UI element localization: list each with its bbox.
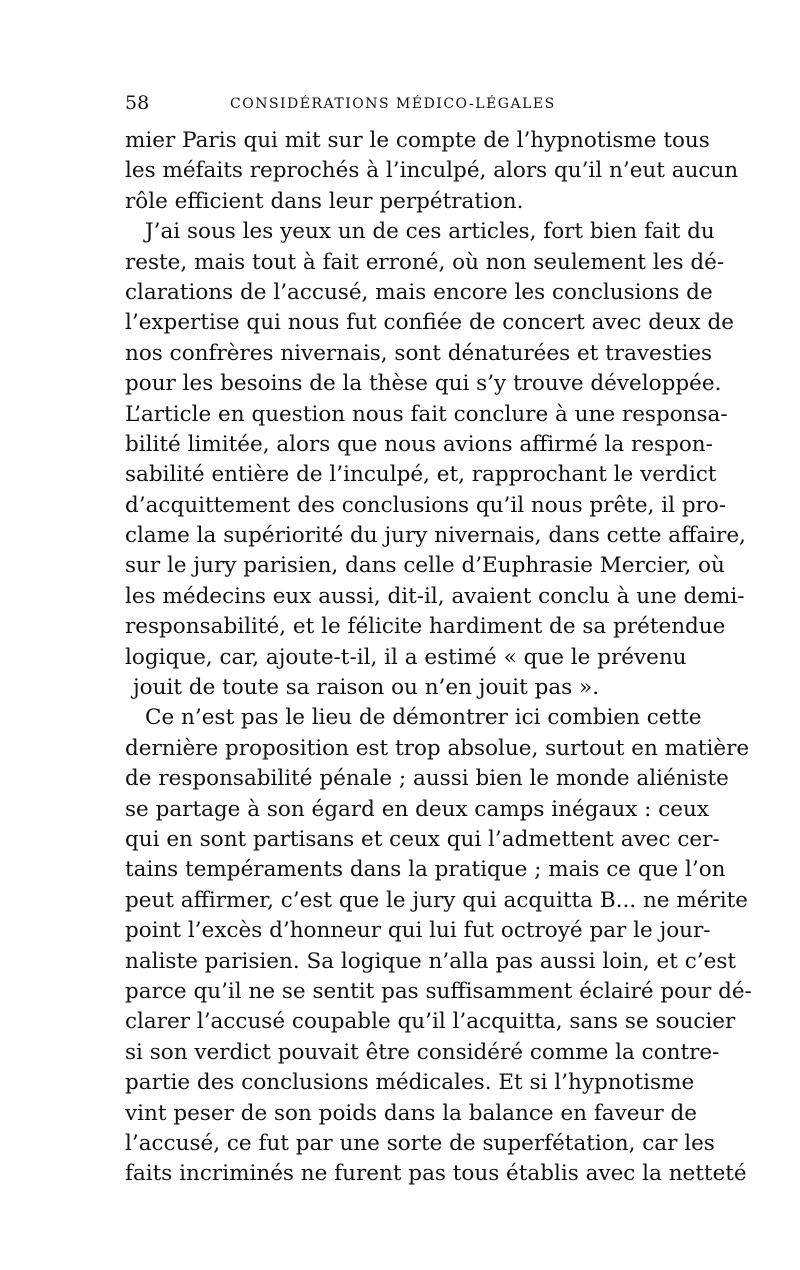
text-line: d’acquittement des conclusions qu’il nous prête, il pro- xyxy=(125,492,727,518)
text-line: clarations de l’accusé, mais encore les conclusions de xyxy=(125,279,713,305)
text-line: sabilité entière de l’inculpé, et, rapprochant le verdict xyxy=(125,462,717,488)
text-line: responsabilité, et le félicite hardiment de sa prétendue xyxy=(125,614,726,640)
text-line: dernière proposition est trop absolue, surtout en matière xyxy=(125,735,750,761)
paragraph-first-line: Ce n’est pas le lieu de démontrer ici combien cette xyxy=(145,705,702,731)
text-line: reste, mais tout à fait erroné, où non seulement les dé- xyxy=(125,249,725,275)
page-number: 58 xyxy=(125,92,150,114)
text-line: parce qu’il ne se sentit pas suffisamment éclairé pour dé- xyxy=(125,978,752,1004)
text-line: tains tempéraments dans la pratique ; mais ce que l’on xyxy=(125,857,726,883)
text-line: vint peser de son poids dans la balance en faveur de xyxy=(125,1100,697,1126)
text-line: L’article en question nous fait conclure à une responsa- xyxy=(125,401,728,427)
text-line: les médecins eux aussi, dit-il, avaient conclu à une demi- xyxy=(125,583,745,609)
text-line: se partage à son égard en deux camps inégaux : ceux xyxy=(125,796,709,822)
paragraph-first-line: J’ai sous les yeux un de ces articles, fort bien fait du xyxy=(145,219,715,245)
text-line: de responsabilité pénale ; aussi bien le monde aliéniste xyxy=(125,766,729,792)
text-line: sur le jury parisien, dans celle d’Euphrasie Mercier, où xyxy=(125,553,725,579)
text-line: partie des conclusions médicales. Et si l’hypnotisme xyxy=(125,1070,695,1096)
text-line: point l’excès d’honneur qui lui fut octroyé par le jour- xyxy=(125,918,711,944)
text-line: logique, car, ajoute-t-il, il a estimé « que le prévenu xyxy=(125,644,687,670)
running-head xyxy=(125,92,685,118)
text-line: bilité limitée, alors que nous avions affirmé la respon- xyxy=(125,431,713,457)
text-line: nos confrères nivernais, sont dénaturées et travesties xyxy=(125,340,713,366)
text-line: clame la supériorité du jury nivernais, dans cette affaire, xyxy=(125,523,746,549)
text-line: clarer l’accusé coupable qu’il l’acquitta, sans se soucier xyxy=(125,1009,736,1035)
text-line: mier Paris qui mit sur le compte de l’hypnotisme tous xyxy=(125,128,710,153)
text-line: les méfaits reprochés à l’inculpé, alors qu’il n’eut aucun xyxy=(125,158,739,184)
text-line: faits incriminés ne furent pas tous établis avec la netteté xyxy=(125,1161,747,1187)
text-line: l’accusé, ce fut par une sorte de superfétation, car les xyxy=(125,1130,715,1156)
text-line: si son verdict pouvait être considéré comme la contre- xyxy=(125,1039,720,1065)
text-line: naliste parisien. Sa logique n’alla pas aussi loin, et c’est xyxy=(125,948,737,974)
text-line: peut affirmer, c’est que le jury qui acquitta B... ne mérite xyxy=(125,887,748,913)
text-line: l’expertise qui nous fut confiée de concert avec deux de xyxy=(125,310,735,336)
text-line: qui en sont partisans et ceux qui l’admettent avec cer- xyxy=(125,826,720,852)
text-line: rôle efficient dans leur perpétration. xyxy=(125,188,524,214)
running-title: CONSIDÉRATIONS MÉDICO-LÉGALES xyxy=(230,96,556,112)
text-line: pour les besoins de la thèse qui s’y trouve développée. xyxy=(125,371,722,397)
body-text xyxy=(125,126,752,1190)
text-line: jouit de toute sa raison ou n’en jouit pas ». xyxy=(133,675,600,701)
